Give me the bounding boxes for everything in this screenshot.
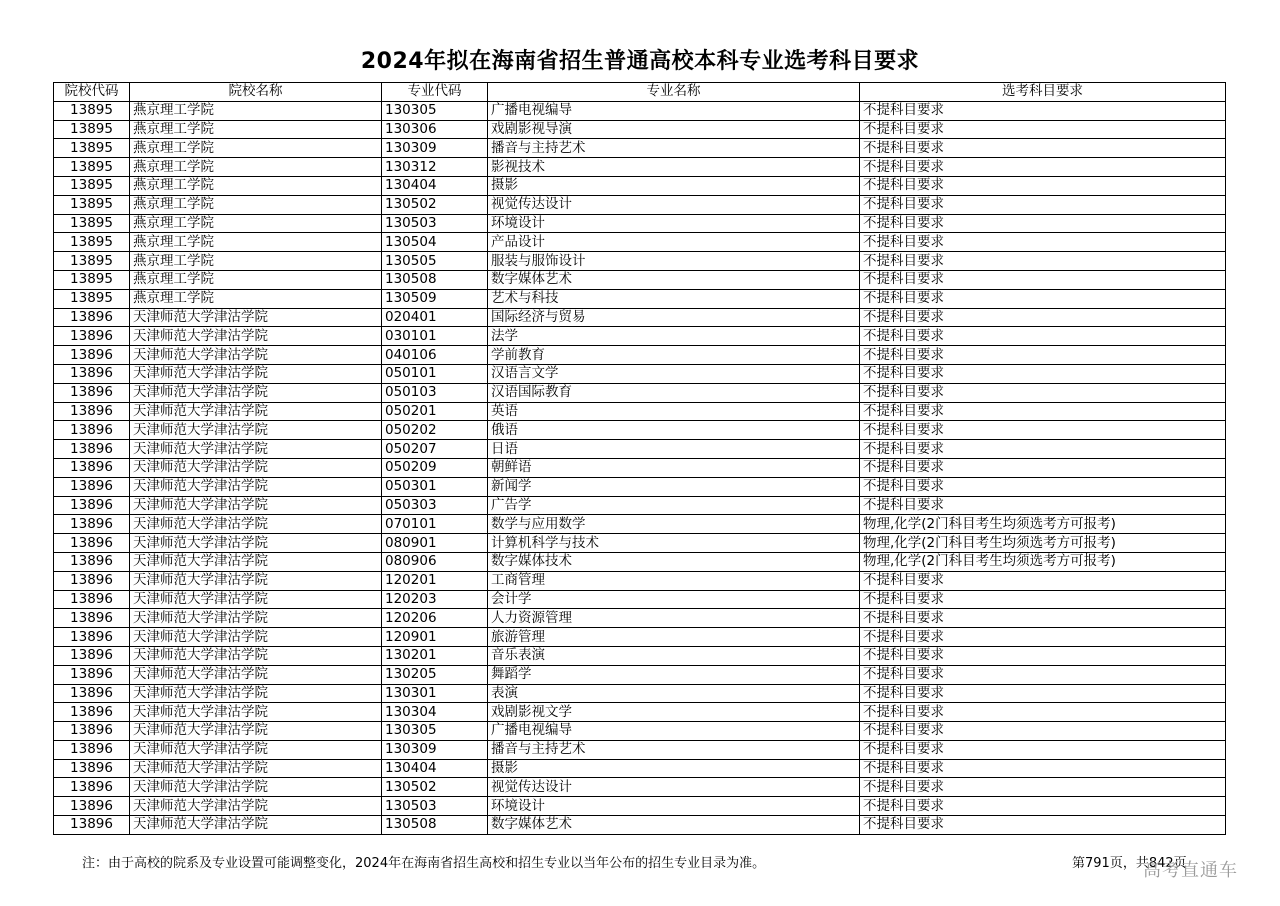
table-row bbox=[54, 759, 1226, 778]
table-row bbox=[54, 440, 1226, 459]
table-row bbox=[54, 252, 1226, 271]
cell-school-code: 13895 bbox=[54, 120, 130, 139]
cell-major-name: 广告学 bbox=[488, 496, 860, 515]
cell-school-code: 13896 bbox=[54, 552, 130, 571]
cell-major-code: 130503 bbox=[382, 214, 488, 233]
cell-major-name: 国际经济与贸易 bbox=[488, 308, 860, 327]
cell-subject-requirement: 不提科目要求 bbox=[860, 176, 1226, 195]
cell-school-code: 13895 bbox=[54, 139, 130, 158]
cell-subject-requirement: 物理,化学(2门科目考生均须选考方可报考) bbox=[860, 534, 1226, 553]
cell-major-name: 广播电视编导 bbox=[488, 101, 860, 120]
cell-major-name: 汉语言文学 bbox=[488, 364, 860, 383]
cell-major-code: 080906 bbox=[382, 552, 488, 571]
table-row bbox=[54, 195, 1226, 214]
cell-subject-requirement: 不提科目要求 bbox=[860, 816, 1226, 835]
cell-school-code: 13896 bbox=[54, 740, 130, 759]
table-row bbox=[54, 477, 1226, 496]
cell-school-name: 燕京理工学院 bbox=[130, 158, 382, 177]
cell-school-code: 13896 bbox=[54, 327, 130, 346]
cell-school-code: 13895 bbox=[54, 176, 130, 195]
cell-school-name: 天津师范大学津沽学院 bbox=[130, 477, 382, 496]
cell-subject-requirement: 不提科目要求 bbox=[860, 684, 1226, 703]
cell-major-code: 120203 bbox=[382, 590, 488, 609]
cell-school-name: 燕京理工学院 bbox=[130, 252, 382, 271]
cell-major-name: 环境设计 bbox=[488, 797, 860, 816]
table-row bbox=[54, 383, 1226, 402]
cell-school-name: 天津师范大学津沽学院 bbox=[130, 402, 382, 421]
cell-school-name: 燕京理工学院 bbox=[130, 176, 382, 195]
table-row bbox=[54, 233, 1226, 252]
cell-school-name: 天津师范大学津沽学院 bbox=[130, 740, 382, 759]
cell-school-code: 13896 bbox=[54, 684, 130, 703]
cell-school-code: 13896 bbox=[54, 402, 130, 421]
cell-school-code: 13895 bbox=[54, 252, 130, 271]
cell-major-name: 法学 bbox=[488, 327, 860, 346]
cell-subject-requirement: 不提科目要求 bbox=[860, 214, 1226, 233]
cell-school-code: 13895 bbox=[54, 289, 130, 308]
cell-school-code: 13896 bbox=[54, 722, 130, 741]
table-row bbox=[54, 158, 1226, 177]
cell-major-name: 计算机科学与技术 bbox=[488, 534, 860, 553]
cell-school-code: 13896 bbox=[54, 797, 130, 816]
cell-major-name: 人力资源管理 bbox=[488, 609, 860, 628]
cell-subject-requirement: 不提科目要求 bbox=[860, 308, 1226, 327]
cell-major-name: 视觉传达设计 bbox=[488, 778, 860, 797]
cell-major-name: 日语 bbox=[488, 440, 860, 459]
cell-school-name: 燕京理工学院 bbox=[130, 101, 382, 120]
header-school-code: 院校代码 bbox=[54, 83, 130, 102]
cell-subject-requirement: 不提科目要求 bbox=[860, 722, 1226, 741]
table-row bbox=[54, 609, 1226, 628]
table-row bbox=[54, 571, 1226, 590]
cell-school-code: 13896 bbox=[54, 534, 130, 553]
cell-school-name: 燕京理工学院 bbox=[130, 214, 382, 233]
cell-subject-requirement: 不提科目要求 bbox=[860, 778, 1226, 797]
cell-subject-requirement: 不提科目要求 bbox=[860, 195, 1226, 214]
cell-subject-requirement: 物理,化学(2门科目考生均须选考方可报考) bbox=[860, 515, 1226, 534]
table-row bbox=[54, 308, 1226, 327]
cell-school-code: 13896 bbox=[54, 628, 130, 647]
cell-major-code: 130309 bbox=[382, 139, 488, 158]
cell-school-name: 天津师范大学津沽学院 bbox=[130, 534, 382, 553]
cell-major-name: 戏剧影视导演 bbox=[488, 120, 860, 139]
cell-major-code: 130503 bbox=[382, 797, 488, 816]
cell-subject-requirement: 不提科目要求 bbox=[860, 609, 1226, 628]
cell-major-code: 050303 bbox=[382, 496, 488, 515]
cell-school-name: 天津师范大学津沽学院 bbox=[130, 684, 382, 703]
table-row bbox=[54, 534, 1226, 553]
cell-major-code: 070101 bbox=[382, 515, 488, 534]
cell-subject-requirement: 不提科目要求 bbox=[860, 346, 1226, 365]
cell-major-name: 数字媒体艺术 bbox=[488, 270, 860, 289]
table-row bbox=[54, 346, 1226, 365]
table-row bbox=[54, 515, 1226, 534]
cell-major-name: 表演 bbox=[488, 684, 860, 703]
header-subject-requirement: 选考科目要求 bbox=[860, 83, 1226, 102]
table-row bbox=[54, 270, 1226, 289]
cell-major-code: 130305 bbox=[382, 722, 488, 741]
cell-school-code: 13896 bbox=[54, 646, 130, 665]
cell-major-code: 130502 bbox=[382, 778, 488, 797]
cell-subject-requirement: 不提科目要求 bbox=[860, 458, 1226, 477]
cell-subject-requirement: 不提科目要求 bbox=[860, 477, 1226, 496]
cell-school-code: 13896 bbox=[54, 571, 130, 590]
cell-school-name: 天津师范大学津沽学院 bbox=[130, 590, 382, 609]
cell-subject-requirement: 不提科目要求 bbox=[860, 252, 1226, 271]
cell-school-name: 天津师范大学津沽学院 bbox=[130, 346, 382, 365]
cell-major-code: 130505 bbox=[382, 252, 488, 271]
table-row bbox=[54, 703, 1226, 722]
cell-major-name: 工商管理 bbox=[488, 571, 860, 590]
cell-major-code: 050101 bbox=[382, 364, 488, 383]
cell-school-name: 天津师范大学津沽学院 bbox=[130, 364, 382, 383]
table-row bbox=[54, 139, 1226, 158]
page-number: 第791页，共842页 bbox=[1072, 856, 1187, 871]
cell-school-code: 13896 bbox=[54, 703, 130, 722]
cell-school-code: 13896 bbox=[54, 458, 130, 477]
cell-major-name: 数学与应用数学 bbox=[488, 515, 860, 534]
cell-school-code: 13896 bbox=[54, 609, 130, 628]
cell-major-code: 130306 bbox=[382, 120, 488, 139]
cell-school-code: 13896 bbox=[54, 759, 130, 778]
cell-major-code: 120201 bbox=[382, 571, 488, 590]
cell-major-code: 130301 bbox=[382, 684, 488, 703]
cell-subject-requirement: 不提科目要求 bbox=[860, 270, 1226, 289]
cell-school-name: 天津师范大学津沽学院 bbox=[130, 515, 382, 534]
cell-subject-requirement: 不提科目要求 bbox=[860, 421, 1226, 440]
cell-major-name: 广播电视编导 bbox=[488, 722, 860, 741]
cell-major-code: 130309 bbox=[382, 740, 488, 759]
cell-major-code: 130508 bbox=[382, 270, 488, 289]
cell-school-code: 13896 bbox=[54, 816, 130, 835]
cell-subject-requirement: 不提科目要求 bbox=[860, 158, 1226, 177]
cell-school-name: 天津师范大学津沽学院 bbox=[130, 703, 382, 722]
table-row bbox=[54, 101, 1226, 120]
cell-major-code: 130404 bbox=[382, 759, 488, 778]
cell-school-code: 13896 bbox=[54, 496, 130, 515]
cell-school-name: 天津师范大学津沽学院 bbox=[130, 552, 382, 571]
cell-major-code: 050207 bbox=[382, 440, 488, 459]
cell-subject-requirement: 不提科目要求 bbox=[860, 797, 1226, 816]
cell-subject-requirement: 不提科目要求 bbox=[860, 496, 1226, 515]
table-row bbox=[54, 402, 1226, 421]
header-major-code: 专业代码 bbox=[382, 83, 488, 102]
cell-major-code: 050103 bbox=[382, 383, 488, 402]
cell-major-name: 产品设计 bbox=[488, 233, 860, 252]
cell-major-code: 020401 bbox=[382, 308, 488, 327]
cell-major-name: 旅游管理 bbox=[488, 628, 860, 647]
cell-major-code: 120206 bbox=[382, 609, 488, 628]
cell-school-name: 天津师范大学津沽学院 bbox=[130, 421, 382, 440]
cell-major-name: 戏剧影视文学 bbox=[488, 703, 860, 722]
cell-major-code: 040106 bbox=[382, 346, 488, 365]
cell-major-name: 艺术与科技 bbox=[488, 289, 860, 308]
cell-school-name: 天津师范大学津沽学院 bbox=[130, 778, 382, 797]
cell-school-code: 13896 bbox=[54, 477, 130, 496]
table-row bbox=[54, 722, 1226, 741]
table-row bbox=[54, 628, 1226, 647]
cell-school-code: 13896 bbox=[54, 440, 130, 459]
cell-school-name: 天津师范大学津沽学院 bbox=[130, 646, 382, 665]
cell-major-name: 舞蹈学 bbox=[488, 665, 860, 684]
cell-school-code: 13895 bbox=[54, 233, 130, 252]
cell-school-code: 13895 bbox=[54, 270, 130, 289]
header-school-name: 院校名称 bbox=[130, 83, 382, 102]
cell-major-code: 130312 bbox=[382, 158, 488, 177]
cell-major-name: 学前教育 bbox=[488, 346, 860, 365]
cell-subject-requirement: 不提科目要求 bbox=[860, 364, 1226, 383]
table-row bbox=[54, 778, 1226, 797]
table-row bbox=[54, 552, 1226, 571]
table-row bbox=[54, 176, 1226, 195]
cell-subject-requirement: 不提科目要求 bbox=[860, 383, 1226, 402]
cell-major-name: 摄影 bbox=[488, 759, 860, 778]
cell-school-code: 13896 bbox=[54, 364, 130, 383]
cell-school-name: 天津师范大学津沽学院 bbox=[130, 496, 382, 515]
cell-major-code: 130504 bbox=[382, 233, 488, 252]
cell-school-name: 燕京理工学院 bbox=[130, 195, 382, 214]
cell-major-code: 130502 bbox=[382, 195, 488, 214]
cell-subject-requirement: 不提科目要求 bbox=[860, 571, 1226, 590]
cell-school-name: 天津师范大学津沽学院 bbox=[130, 458, 382, 477]
cell-school-name: 燕京理工学院 bbox=[130, 289, 382, 308]
cell-school-name: 天津师范大学津沽学院 bbox=[130, 628, 382, 647]
cell-subject-requirement: 物理,化学(2门科目考生均须选考方可报考) bbox=[860, 552, 1226, 571]
cell-subject-requirement: 不提科目要求 bbox=[860, 402, 1226, 421]
cell-school-code: 13895 bbox=[54, 101, 130, 120]
cell-subject-requirement: 不提科目要求 bbox=[860, 233, 1226, 252]
cell-major-name: 数字媒体技术 bbox=[488, 552, 860, 571]
cell-school-name: 天津师范大学津沽学院 bbox=[130, 816, 382, 835]
cell-school-name: 天津师范大学津沽学院 bbox=[130, 327, 382, 346]
cell-school-code: 13896 bbox=[54, 421, 130, 440]
cell-major-name: 新闻学 bbox=[488, 477, 860, 496]
cell-school-name: 天津师范大学津沽学院 bbox=[130, 440, 382, 459]
table-row bbox=[54, 740, 1226, 759]
cell-school-code: 13895 bbox=[54, 158, 130, 177]
watermark: 高考直通车 bbox=[1143, 860, 1238, 881]
cell-major-code: 130304 bbox=[382, 703, 488, 722]
table-row bbox=[54, 590, 1226, 609]
cell-major-name: 服装与服饰设计 bbox=[488, 252, 860, 271]
cell-major-code: 130201 bbox=[382, 646, 488, 665]
footer-note: 注：由于高校的院系及专业设置可能调整变化，2024年在海南省招生高校和招生专业以当年公布的招生专业目录为准。 bbox=[82, 856, 766, 871]
cell-school-code: 13896 bbox=[54, 778, 130, 797]
cell-major-name: 俄语 bbox=[488, 421, 860, 440]
cell-school-code: 13896 bbox=[54, 590, 130, 609]
page-title: 2024年拟在海南省招生普通高校本科专业选考科目要求 bbox=[360, 49, 920, 74]
cell-major-name: 数字媒体艺术 bbox=[488, 816, 860, 835]
cell-major-code: 130205 bbox=[382, 665, 488, 684]
cell-school-name: 天津师范大学津沽学院 bbox=[130, 797, 382, 816]
cell-major-name: 会计学 bbox=[488, 590, 860, 609]
table-row bbox=[54, 797, 1226, 816]
cell-major-code: 050301 bbox=[382, 477, 488, 496]
cell-school-name: 天津师范大学津沽学院 bbox=[130, 571, 382, 590]
cell-major-code: 050202 bbox=[382, 421, 488, 440]
cell-subject-requirement: 不提科目要求 bbox=[860, 590, 1226, 609]
table-row bbox=[54, 816, 1226, 835]
cell-school-name: 天津师范大学津沽学院 bbox=[130, 665, 382, 684]
cell-school-name: 燕京理工学院 bbox=[130, 270, 382, 289]
cell-subject-requirement: 不提科目要求 bbox=[860, 665, 1226, 684]
cell-school-code: 13896 bbox=[54, 383, 130, 402]
cell-subject-requirement: 不提科目要求 bbox=[860, 703, 1226, 722]
table-row bbox=[54, 458, 1226, 477]
cell-major-name: 汉语国际教育 bbox=[488, 383, 860, 402]
table-row bbox=[54, 120, 1226, 139]
cell-subject-requirement: 不提科目要求 bbox=[860, 327, 1226, 346]
cell-school-code: 13896 bbox=[54, 515, 130, 534]
cell-subject-requirement: 不提科目要求 bbox=[860, 759, 1226, 778]
cell-school-name: 燕京理工学院 bbox=[130, 139, 382, 158]
cell-subject-requirement: 不提科目要求 bbox=[860, 628, 1226, 647]
cell-major-code: 120901 bbox=[382, 628, 488, 647]
cell-school-code: 13896 bbox=[54, 308, 130, 327]
table-row bbox=[54, 289, 1226, 308]
cell-school-name: 燕京理工学院 bbox=[130, 120, 382, 139]
cell-major-name: 环境设计 bbox=[488, 214, 860, 233]
cell-school-name: 天津师范大学津沽学院 bbox=[130, 383, 382, 402]
cell-major-code: 130404 bbox=[382, 176, 488, 195]
cell-school-name: 天津师范大学津沽学院 bbox=[130, 722, 382, 741]
cell-subject-requirement: 不提科目要求 bbox=[860, 440, 1226, 459]
cell-subject-requirement: 不提科目要求 bbox=[860, 120, 1226, 139]
cell-major-name: 播音与主持艺术 bbox=[488, 740, 860, 759]
cell-major-code: 030101 bbox=[382, 327, 488, 346]
cell-subject-requirement: 不提科目要求 bbox=[860, 646, 1226, 665]
requirements-table bbox=[53, 82, 1226, 835]
cell-major-code: 130305 bbox=[382, 101, 488, 120]
cell-major-code: 050201 bbox=[382, 402, 488, 421]
table-row bbox=[54, 364, 1226, 383]
table-row bbox=[54, 496, 1226, 515]
table-row bbox=[54, 421, 1226, 440]
cell-school-name: 天津师范大学津沽学院 bbox=[130, 759, 382, 778]
header-major-name: 专业名称 bbox=[488, 83, 860, 102]
cell-major-name: 视觉传达设计 bbox=[488, 195, 860, 214]
cell-school-name: 天津师范大学津沽学院 bbox=[130, 308, 382, 327]
cell-major-name: 英语 bbox=[488, 402, 860, 421]
table-header-row bbox=[54, 83, 1226, 102]
cell-school-code: 13896 bbox=[54, 665, 130, 684]
cell-major-code: 130508 bbox=[382, 816, 488, 835]
cell-major-name: 摄影 bbox=[488, 176, 860, 195]
cell-school-name: 燕京理工学院 bbox=[130, 233, 382, 252]
cell-subject-requirement: 不提科目要求 bbox=[860, 289, 1226, 308]
cell-major-code: 130509 bbox=[382, 289, 488, 308]
cell-school-name: 天津师范大学津沽学院 bbox=[130, 609, 382, 628]
cell-major-name: 播音与主持艺术 bbox=[488, 139, 860, 158]
cell-major-name: 朝鲜语 bbox=[488, 458, 860, 477]
table-row bbox=[54, 684, 1226, 703]
table-row bbox=[54, 646, 1226, 665]
cell-subject-requirement: 不提科目要求 bbox=[860, 101, 1226, 120]
table-row bbox=[54, 665, 1226, 684]
cell-school-code: 13895 bbox=[54, 195, 130, 214]
cell-subject-requirement: 不提科目要求 bbox=[860, 740, 1226, 759]
cell-major-name: 音乐表演 bbox=[488, 646, 860, 665]
cell-major-code: 080901 bbox=[382, 534, 488, 553]
cell-school-code: 13896 bbox=[54, 346, 130, 365]
table-body bbox=[54, 101, 1226, 834]
cell-major-code: 050209 bbox=[382, 458, 488, 477]
cell-major-name: 影视技术 bbox=[488, 158, 860, 177]
table-row bbox=[54, 214, 1226, 233]
table-row bbox=[54, 327, 1226, 346]
cell-subject-requirement: 不提科目要求 bbox=[860, 139, 1226, 158]
cell-school-code: 13895 bbox=[54, 214, 130, 233]
